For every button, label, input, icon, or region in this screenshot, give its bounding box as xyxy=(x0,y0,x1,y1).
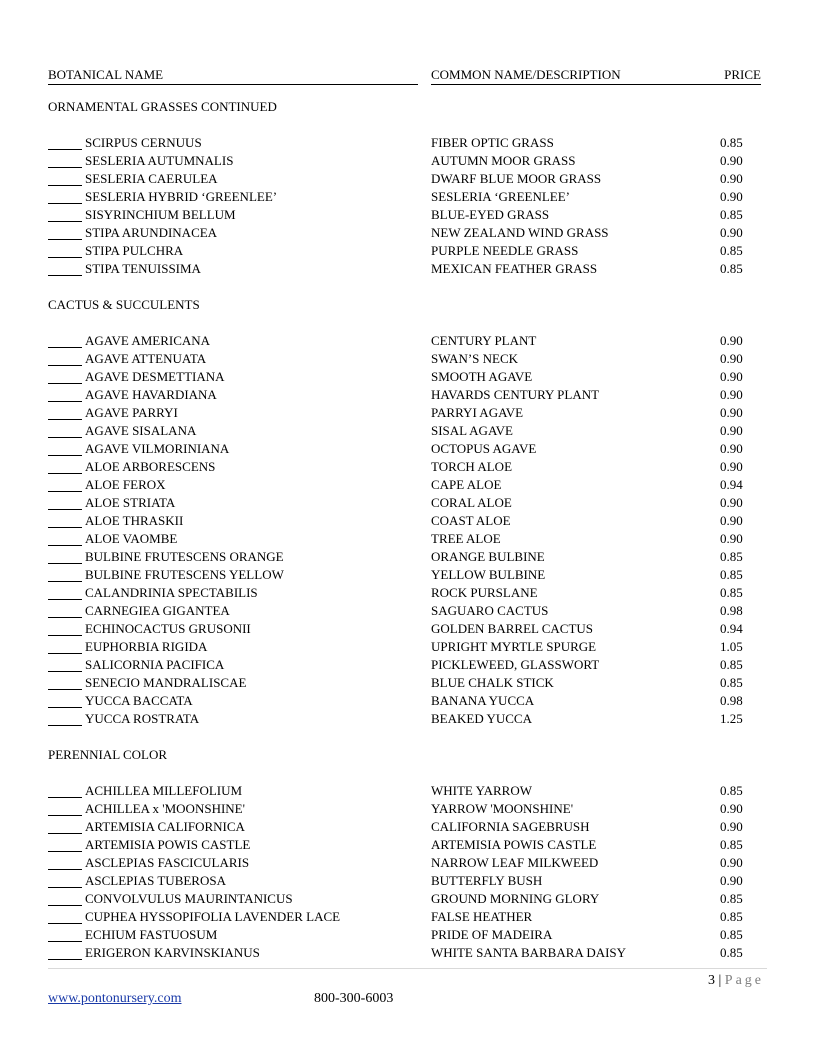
list-item xyxy=(48,656,761,674)
price-value: 0.85 xyxy=(720,585,743,600)
price-value: 0.90 xyxy=(720,423,743,438)
list-item xyxy=(48,458,761,476)
common-name: OCTOPUS AGAVE xyxy=(431,441,537,456)
quantity-blank[interactable] xyxy=(48,570,82,582)
price-value: 0.85 xyxy=(720,675,743,690)
quantity-blank[interactable] xyxy=(48,930,82,942)
botanical-name: YUCCA BACCATA xyxy=(85,693,193,708)
price-value: 0.85 xyxy=(720,909,743,924)
common-name: BLUE CHALK STICK xyxy=(431,675,554,690)
price-value: 0.90 xyxy=(720,189,743,204)
common-name: BUTTERFLY BUSH xyxy=(431,873,543,888)
list-item xyxy=(48,224,761,242)
list-item xyxy=(48,926,761,944)
quantity-blank[interactable] xyxy=(48,822,82,834)
section-title-perennial: PERENNIAL COLOR xyxy=(48,747,168,762)
common-name: ORANGE BULBINE xyxy=(431,549,545,564)
price-value: 0.85 xyxy=(720,783,743,798)
botanical-name: SCIRPUS CERNUUS xyxy=(85,135,202,150)
price-value: 0.90 xyxy=(720,369,743,384)
botanical-name: SISYRINCHIUM BELLUM xyxy=(85,207,236,222)
quantity-blank[interactable] xyxy=(48,714,82,726)
quantity-blank[interactable] xyxy=(48,354,82,366)
list-item xyxy=(48,440,761,458)
price-value: 0.90 xyxy=(720,351,743,366)
price-value: 0.90 xyxy=(720,387,743,402)
botanical-name: ACHILLEA MILLEFOLIUM xyxy=(85,783,243,798)
list-item xyxy=(48,944,761,962)
common-name: NARROW LEAF MILKWEED xyxy=(431,855,599,870)
botanical-name: ALOE ARBORESCENS xyxy=(85,459,216,474)
quantity-blank[interactable] xyxy=(48,642,82,654)
website-link[interactable]: www.pontonursery.com xyxy=(48,991,182,1006)
quantity-blank[interactable] xyxy=(48,696,82,708)
price-value: 1.25 xyxy=(720,711,743,726)
common-name: GROUND MORNING GLORY xyxy=(431,891,600,906)
quantity-blank[interactable] xyxy=(48,552,82,564)
list-item xyxy=(48,854,761,872)
common-name: AUTUMN MOOR GRASS xyxy=(431,153,576,168)
common-name: BLUE-EYED GRASS xyxy=(431,207,550,222)
page-number-separator: | xyxy=(718,973,722,988)
list-item xyxy=(48,584,761,602)
common-name: CALIFORNIA SAGEBRUSH xyxy=(431,819,590,834)
column-header-row xyxy=(48,66,761,84)
common-name: WHITE SANTA BARBARA DAISY xyxy=(431,945,627,960)
price-value: 0.98 xyxy=(720,693,743,708)
price-value: 0.85 xyxy=(720,945,743,960)
list-item xyxy=(48,368,761,386)
common-name: SAGUARO CACTUS xyxy=(431,603,549,618)
botanical-name-header: BOTANICAL NAME xyxy=(48,66,418,85)
quantity-blank[interactable] xyxy=(48,444,82,456)
list-item xyxy=(48,836,761,854)
quantity-blank[interactable] xyxy=(48,264,82,276)
botanical-name: CARNEGIEA GIGANTEA xyxy=(85,603,230,618)
common-name: BANANA YUCCA xyxy=(431,693,535,708)
common-name: TORCH ALOE xyxy=(431,459,513,474)
price-value: 0.90 xyxy=(720,855,743,870)
botanical-name: ECHINOCACTUS GRUSONII xyxy=(85,621,251,636)
quantity-blank[interactable] xyxy=(48,498,82,510)
quantity-blank[interactable] xyxy=(48,534,82,546)
price-value: 0.90 xyxy=(720,459,743,474)
common-name: CENTURY PLANT xyxy=(431,333,537,348)
list-item xyxy=(48,602,761,620)
common-name: CAPE ALOE xyxy=(431,477,502,492)
list-item xyxy=(48,332,761,350)
common-name-header: COMMON NAME/DESCRIPTION xyxy=(431,66,671,85)
list-item xyxy=(48,566,761,584)
section-items-perennial xyxy=(48,782,761,962)
common-name: PARRYI AGAVE xyxy=(431,405,524,420)
botanical-name: AGAVE DESMETTIANA xyxy=(85,369,225,384)
list-item xyxy=(48,350,761,368)
botanical-name: AGAVE VILMORINIANA xyxy=(85,441,230,456)
list-item xyxy=(48,476,761,494)
quantity-blank[interactable] xyxy=(48,138,82,150)
price-value: 0.90 xyxy=(720,495,743,510)
list-item xyxy=(48,260,761,278)
price-header: PRICE xyxy=(671,66,761,85)
quantity-blank[interactable] xyxy=(48,408,82,420)
botanical-name: ALOE VAOMBE xyxy=(85,531,178,546)
price-value: 0.90 xyxy=(720,819,743,834)
price-value: 0.85 xyxy=(720,135,743,150)
spacer xyxy=(48,278,761,296)
common-name: PRIDE OF MADEIRA xyxy=(431,927,553,942)
common-name: HAVARDS CENTURY PLANT xyxy=(431,387,600,402)
list-item xyxy=(48,782,761,800)
quantity-blank[interactable] xyxy=(48,192,82,204)
list-item xyxy=(48,134,761,152)
quantity-blank[interactable] xyxy=(48,948,82,960)
price-value: 0.90 xyxy=(720,513,743,528)
common-name: NEW ZEALAND WIND GRASS xyxy=(431,225,609,240)
quantity-blank[interactable] xyxy=(48,372,82,384)
list-item xyxy=(48,422,761,440)
page-word: Page xyxy=(724,973,764,988)
spacer xyxy=(48,764,761,782)
page-number xyxy=(708,972,764,990)
botanical-name: CONVOLVULUS MAURINTANICUS xyxy=(85,891,293,906)
list-item xyxy=(48,512,761,530)
section-title-grasses: ORNAMENTAL GRASSES CONTINUED xyxy=(48,99,277,114)
price-value: 0.85 xyxy=(720,207,743,222)
common-name: ROCK PURSLANE xyxy=(431,585,538,600)
quantity-blank[interactable] xyxy=(48,660,82,672)
quantity-blank[interactable] xyxy=(48,804,82,816)
botanical-name: STIPA ARUNDINACEA xyxy=(85,225,218,240)
price-value: 0.90 xyxy=(720,225,743,240)
common-name: FIBER OPTIC GRASS xyxy=(431,135,554,150)
quantity-blank[interactable] xyxy=(48,246,82,258)
list-item xyxy=(48,170,761,188)
quantity-blank[interactable] xyxy=(48,156,82,168)
plant-list xyxy=(48,98,761,962)
botanical-name: ERIGERON KARVINSKIANUS xyxy=(85,945,260,960)
botanical-name: STIPA PULCHRA xyxy=(85,243,184,258)
botanical-name: ALOE STRIATA xyxy=(85,495,176,510)
quantity-blank[interactable] xyxy=(48,210,82,222)
list-item xyxy=(48,710,761,728)
quantity-blank[interactable] xyxy=(48,516,82,528)
list-item xyxy=(48,872,761,890)
quantity-blank[interactable] xyxy=(48,912,82,924)
quantity-blank[interactable] xyxy=(48,228,82,240)
botanical-name: ALOE FEROX xyxy=(85,477,166,492)
price-value: 0.85 xyxy=(720,927,743,942)
price-value: 0.90 xyxy=(720,153,743,168)
botanical-name: AGAVE AMERICANA xyxy=(85,333,211,348)
list-item xyxy=(48,242,761,260)
list-item xyxy=(48,188,761,206)
common-name: SMOOTH AGAVE xyxy=(431,369,533,384)
page-number-value: 3 xyxy=(707,973,715,988)
common-name: SESLERIA ‘GREENLEE’ xyxy=(431,189,571,204)
quantity-blank[interactable] xyxy=(48,426,82,438)
botanical-name: CALANDRINIA SPECTABILIS xyxy=(85,585,258,600)
botanical-name: ARTEMISIA CALIFORNICA xyxy=(85,819,245,834)
list-item xyxy=(48,494,761,512)
section-items-cactus xyxy=(48,332,761,728)
common-name: UPRIGHT MYRTLE SPURGE xyxy=(431,639,597,654)
price-value: 0.85 xyxy=(720,549,743,564)
list-item xyxy=(48,692,761,710)
common-name: SWAN’S NECK xyxy=(431,351,519,366)
botanical-name: BULBINE FRUTESCENS YELLOW xyxy=(85,567,284,582)
common-name: DWARF BLUE MOOR GRASS xyxy=(431,171,602,186)
price-value: 0.85 xyxy=(720,837,743,852)
quantity-blank[interactable] xyxy=(48,876,82,888)
botanical-name: YUCCA ROSTRATA xyxy=(85,711,200,726)
quantity-blank[interactable] xyxy=(48,174,82,186)
botanical-name: ASCLEPIAS FASCICULARIS xyxy=(85,855,250,870)
botanical-name: SESLERIA CAERULEA xyxy=(85,171,218,186)
common-name: TREE ALOE xyxy=(431,531,501,546)
common-name: ARTEMISIA POWIS CASTLE xyxy=(431,837,597,852)
footer-divider xyxy=(48,968,767,969)
botanical-name: EUPHORBIA RIGIDA xyxy=(85,639,208,654)
botanical-name: AGAVE ATTENUATA xyxy=(85,351,207,366)
price-value: 0.85 xyxy=(720,243,743,258)
list-item xyxy=(48,818,761,836)
list-item xyxy=(48,206,761,224)
list-item xyxy=(48,152,761,170)
spacer xyxy=(48,116,761,134)
list-item xyxy=(48,530,761,548)
price-value: 0.85 xyxy=(720,567,743,582)
quantity-blank[interactable] xyxy=(48,588,82,600)
section-title-cactus: CACTUS & SUCCULENTS xyxy=(48,297,200,312)
quantity-blank[interactable] xyxy=(48,894,82,906)
quantity-blank[interactable] xyxy=(48,336,82,348)
price-value: 0.85 xyxy=(720,891,743,906)
common-name: YELLOW BULBINE xyxy=(431,567,546,582)
price-value: 0.90 xyxy=(720,441,743,456)
botanical-name: AGAVE PARRYI xyxy=(85,405,178,420)
common-name: YARROW 'MOONSHINE' xyxy=(431,801,574,816)
phone-number: 800-300-6003 xyxy=(314,991,394,1006)
price-value: 0.90 xyxy=(720,171,743,186)
quantity-blank[interactable] xyxy=(48,606,82,618)
price-value: 0.90 xyxy=(720,531,743,546)
common-name: MEXICAN FEATHER GRASS xyxy=(431,261,598,276)
common-name: COAST ALOE xyxy=(431,513,511,528)
price-value: 0.90 xyxy=(720,801,743,816)
price-value: 0.90 xyxy=(720,873,743,888)
list-item xyxy=(48,404,761,422)
botanical-name: ACHILLEA x 'MOONSHINE' xyxy=(85,801,245,816)
quantity-blank[interactable] xyxy=(48,678,82,690)
list-item xyxy=(48,638,761,656)
list-item xyxy=(48,620,761,638)
list-item xyxy=(48,548,761,566)
quantity-blank[interactable] xyxy=(48,462,82,474)
spacer xyxy=(48,728,761,746)
price-value: 0.90 xyxy=(720,405,743,420)
price-value: 0.94 xyxy=(720,477,743,492)
common-name: SISAL AGAVE xyxy=(431,423,513,438)
botanical-name: ALOE THRASKII xyxy=(85,513,184,528)
quantity-blank[interactable] xyxy=(48,786,82,798)
common-name: PURPLE NEEDLE GRASS xyxy=(431,243,579,258)
list-item xyxy=(48,890,761,908)
list-item xyxy=(48,800,761,818)
botanical-name: CUPHEA HYSSOPIFOLIA LAVENDER LACE xyxy=(85,909,341,924)
botanical-name: SESLERIA AUTUMNALIS xyxy=(85,153,234,168)
botanical-name: AGAVE SISALANA xyxy=(85,423,197,438)
botanical-name: ARTEMISIA POWIS CASTLE xyxy=(85,837,251,852)
common-name: PICKLEWEED, GLASSWORT xyxy=(431,657,600,672)
common-name: CORAL ALOE xyxy=(431,495,512,510)
section-items-grasses xyxy=(48,134,761,278)
spacer xyxy=(48,314,761,332)
quantity-blank[interactable] xyxy=(48,858,82,870)
botanical-name: AGAVE HAVARDIANA xyxy=(85,387,217,402)
botanical-name: ECHIUM FASTUOSUM xyxy=(85,927,218,942)
price-value: 0.98 xyxy=(720,603,743,618)
botanical-name: SENECIO MANDRALISCAE xyxy=(85,675,247,690)
quantity-blank[interactable] xyxy=(48,624,82,636)
common-name: FALSE HEATHER xyxy=(431,909,533,924)
list-item xyxy=(48,908,761,926)
quantity-blank[interactable] xyxy=(48,840,82,852)
botanical-name: BULBINE FRUTESCENS ORANGE xyxy=(85,549,284,564)
quantity-blank[interactable] xyxy=(48,390,82,402)
list-item xyxy=(48,386,761,404)
list-item xyxy=(48,674,761,692)
price-value: 0.94 xyxy=(720,621,743,636)
botanical-name: STIPA TENUISSIMA xyxy=(85,261,201,276)
botanical-name: ASCLEPIAS TUBEROSA xyxy=(85,873,226,888)
botanical-name: SALICORNIA PACIFICA xyxy=(85,657,225,672)
common-name: BEAKED YUCCA xyxy=(431,711,532,726)
price-value: 0.85 xyxy=(720,261,743,276)
common-name: GOLDEN BARREL CACTUS xyxy=(431,621,594,636)
price-value: 0.85 xyxy=(720,657,743,672)
botanical-name: SESLERIA HYBRID ‘GREENLEE’ xyxy=(85,189,278,204)
common-name: WHITE YARROW xyxy=(431,783,532,798)
quantity-blank[interactable] xyxy=(48,480,82,492)
price-value: 0.90 xyxy=(720,333,743,348)
price-value: 1.05 xyxy=(720,639,743,654)
